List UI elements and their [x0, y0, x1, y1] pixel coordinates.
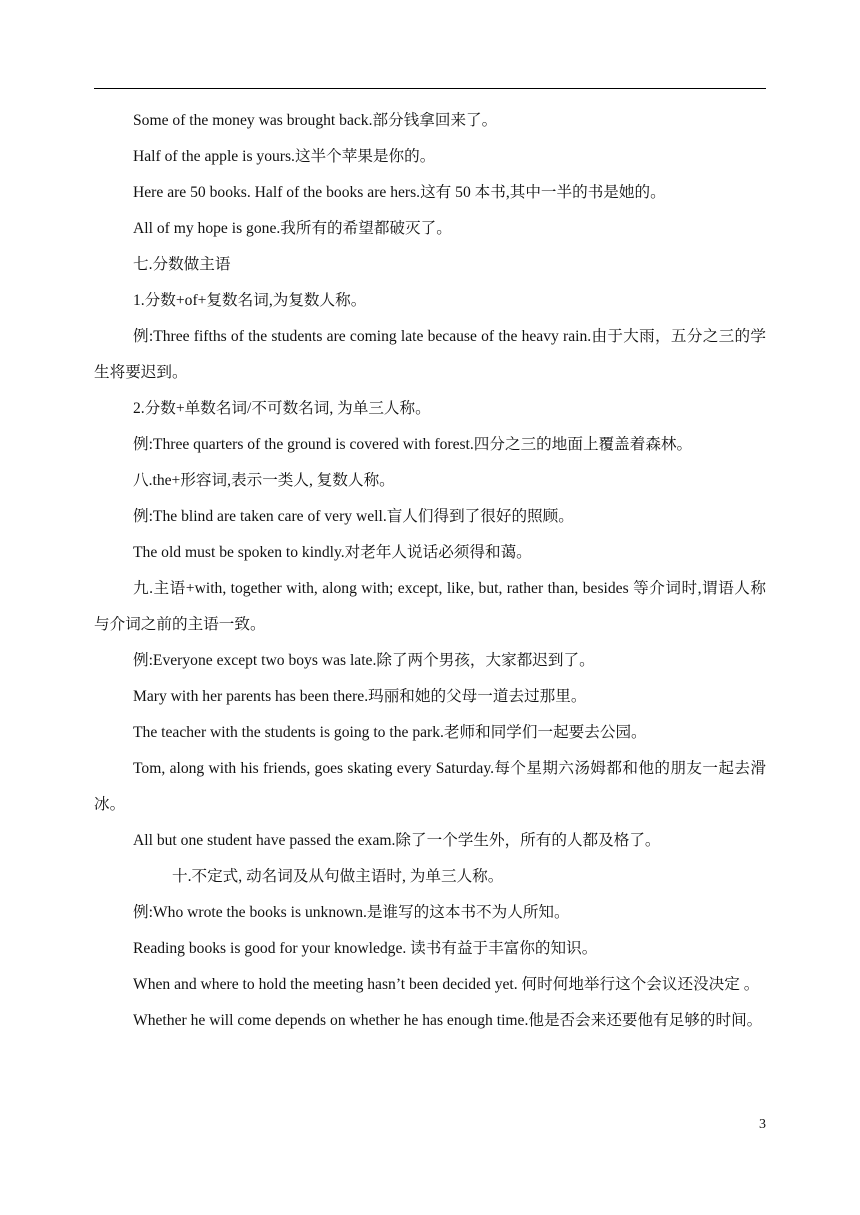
example-paragraph: 例:Three quarters of the ground is covered with forest.四分之三的地面上覆盖着森林。 — [133, 436, 693, 453]
paragraph: Here are 50 books. Half of the books are hers.这有 50 本书,其中一半的书是她的。 — [133, 184, 666, 201]
paragraph: Some of the money was brought back.部分钱拿回来了。 — [133, 112, 498, 129]
paragraph: The old must be spoken to kindly.对老年人说话必须得和蔼。 — [133, 544, 532, 561]
section-heading: 九.主语+with, together with, along with; except, like, but, rather than, besides 等介词时,谓语人称与介词之前的主语一致。 — [94, 580, 766, 633]
section-heading: 七.分数做主语 — [133, 256, 231, 273]
paragraph: When and where to hold the meeting hasn’t been decided yet. 何时何地举行这个会议还没决定 。 — [133, 976, 760, 993]
paragraph: Whether he will come depends on whether he has enough time.他是否会来还要他有足够的时间。 — [133, 1012, 763, 1029]
example-paragraph: 例:Everyone except two boys was late.除了两个男孩，大家都迟到了。 — [133, 652, 595, 669]
document-body — [94, 103, 766, 1039]
example-paragraph: 例:Three fifths of the students are coming late because of the heavy rain.由于大雨，五分之三的学生将要迟到。 — [94, 328, 766, 381]
rule-item: 2.分数+单数名词/不可数名词, 为单三人称。 — [133, 400, 431, 417]
paragraph: All but one student have passed the exam.除了一个学生外，所有的人都及格了。 — [133, 832, 661, 849]
paragraph: Half of the apple is yours.这半个苹果是你的。 — [133, 148, 436, 165]
section-heading: 十.不定式, 动名词及从句做主语时, 为单三人称。 — [172, 868, 504, 885]
rule-item: 1.分数+of+复数名词,为复数人称。 — [133, 292, 367, 309]
section-heading: 八.the+形容词,表示一类人, 复数人称。 — [133, 472, 395, 489]
paragraph: All of my hope is gone.我所有的希望都破灭了。 — [133, 220, 452, 237]
paragraph: Reading books is good for your knowledge. 读书有益于丰富你的知识。 — [133, 940, 598, 957]
paragraph: The teacher with the students is going to the park.老师和同学们一起要去公园。 — [133, 724, 647, 741]
example-paragraph: 例:Who wrote the books is unknown.是谁写的这本书不为人所知。 — [133, 904, 570, 921]
page-number: 3 — [759, 1117, 766, 1132]
paragraph: Mary with her parents has been there.玛丽和她的父母一道去过那里。 — [133, 688, 587, 705]
example-paragraph: 例:The blind are taken care of very well.盲人们得到了很好的照顾。 — [133, 508, 574, 525]
header-rule — [94, 88, 766, 89]
paragraph: Tom, along with his friends, goes skating every Saturday.每个星期六汤姆都和他的朋友一起去滑冰。 — [94, 760, 766, 813]
